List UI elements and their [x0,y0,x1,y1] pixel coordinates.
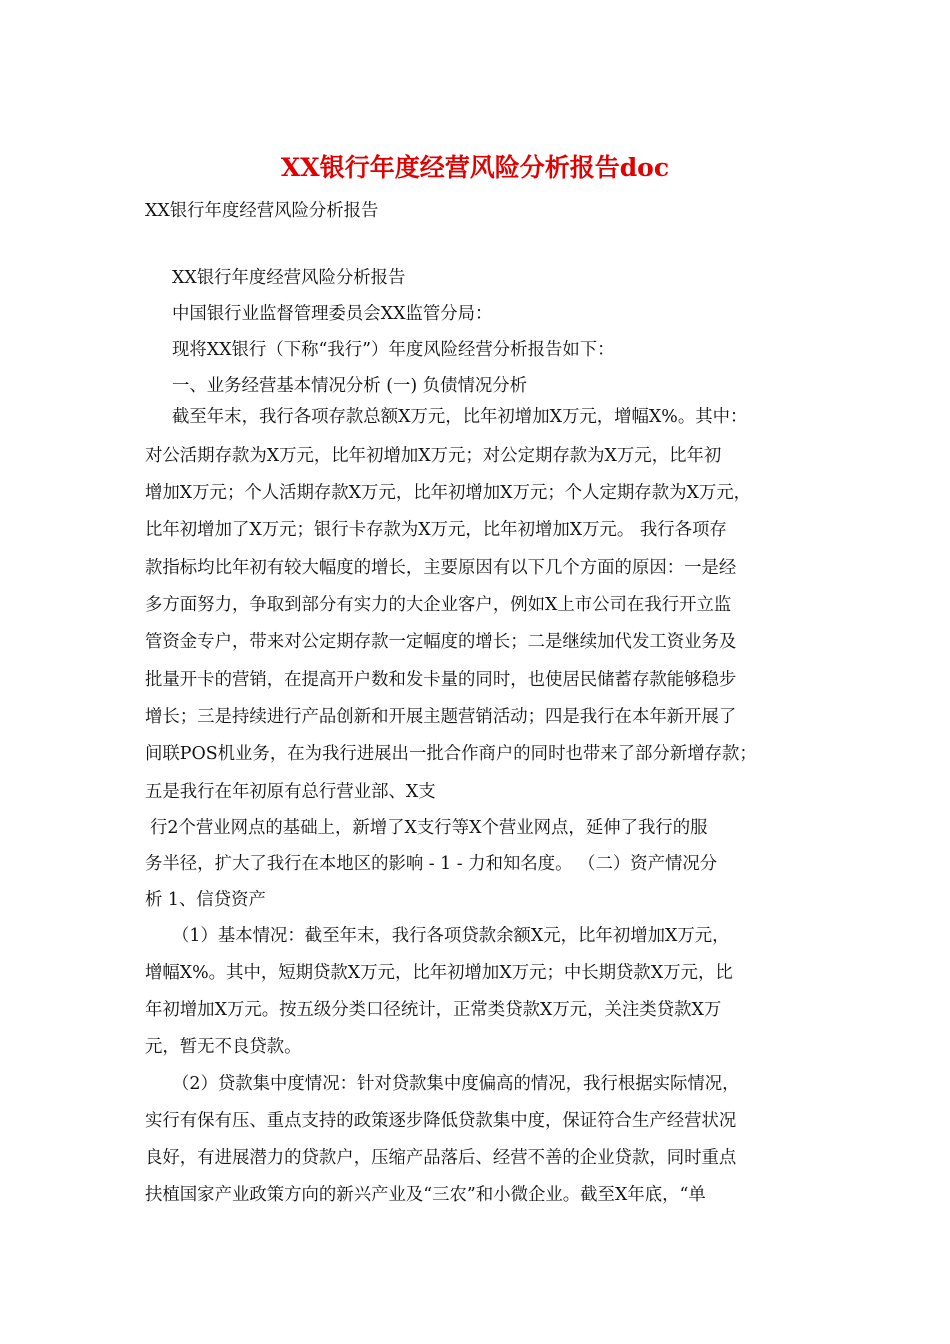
paragraph-line: 扶植国家产业政策方向的新兴产业及“三农”和小微企业。截至X年底，“单 [145,1185,706,1205]
document-subtitle: XX银行年度经营风险分析报告 [145,201,379,221]
addressee-line: 中国银行业监督管理委员会XX监管分局： [172,304,493,324]
report-heading: XX银行年度经营风险分析报告 [172,268,406,288]
paragraph-line: 析 1、信贷资产 [145,890,266,910]
paragraph-line: 间联POS机业务，在为我行进展出一批合作商户的同时也带来了部分新增存款； [145,744,757,764]
document-title: XX银行年度经营风险分析报告doc [280,153,670,182]
section-heading-1: 一、业务经营基本情况分析 (一) 负债情况分析 [172,376,528,396]
paragraph-line: 管资金专户，带来对公定期存款一定幅度的增长；二是继续加代发工资业务及 [145,632,737,652]
intro-line: 现将XX银行（下称“我行”）年度风险经营分析报告如下： [172,340,615,360]
paragraph-line: 对公活期存款为X万元，比年初增加X万元；对公定期存款为X万元，比年初 [145,446,722,466]
paragraph-line: （1）基本情况：截至年末，我行各项贷款余额X元，比年初增加X万元， [172,926,730,946]
paragraph-line: 元，暂无不良贷款。 [145,1037,302,1057]
paragraph-line: 增长；三是持续进行产品创新和开展主题营销活动；四是我行在本年新开展了 [145,707,737,727]
paragraph-line: 批量开卡的营销，在提高开户数和发卡量的同时，也使居民储蓄存款能够稳步 [145,670,737,690]
paragraph-line: 款指标均比年初有较大幅度的增长，主要原因有以下几个方面的原因：一是经 [145,558,737,578]
paragraph-line: 良好，有进展潜力的贷款户，压缩产品落后、经营不善的企业贷款，同时重点 [145,1148,737,1168]
paragraph-line: （2）贷款集中度情况：针对贷款集中度偏高的情况，我行根据实际情况， [172,1074,740,1094]
paragraph-line: 务半径，扩大了我行在本地区的影响 - 1 - 力和知名度。 （二）资产情况分 [145,854,718,874]
paragraph-line: 比年初增加了X万元；银行卡存款为X万元，比年初增加X万元。 我行各项存 [145,520,727,540]
paragraph-line: 实行有保有压、重点支持的政策逐步降低贷款集中度，保证符合生产经营状况 [145,1111,737,1131]
paragraph-line: 年初增加X万元。按五级分类口径统计，正常类贷款X万元，关注类贷款X万 [145,1000,722,1020]
paragraph-line: 多方面努力，争取到部分有实力的大企业客户，例如X上市公司在我行开立监 [145,595,732,615]
paragraph-line: 增加X万元；个人活期存款X万元，比年初增加X万元；个人定期存款为X万元， [145,483,752,503]
paragraph-line: 行2个营业网点的基础上，新增了X支行等X个营业网点，延伸了我行的服 [150,818,708,838]
paragraph-line: 增幅X%。其中，短期贷款X万元，比年初增加X万元；中长期贷款X万元，比 [145,963,733,983]
paragraph-line: 五是我行在年初原有总行营业部、X支 [145,782,436,802]
paragraph-line: 截至年末，我行各项存款总额X万元，比年初增加X万元，增幅X%。其中： [172,407,748,427]
